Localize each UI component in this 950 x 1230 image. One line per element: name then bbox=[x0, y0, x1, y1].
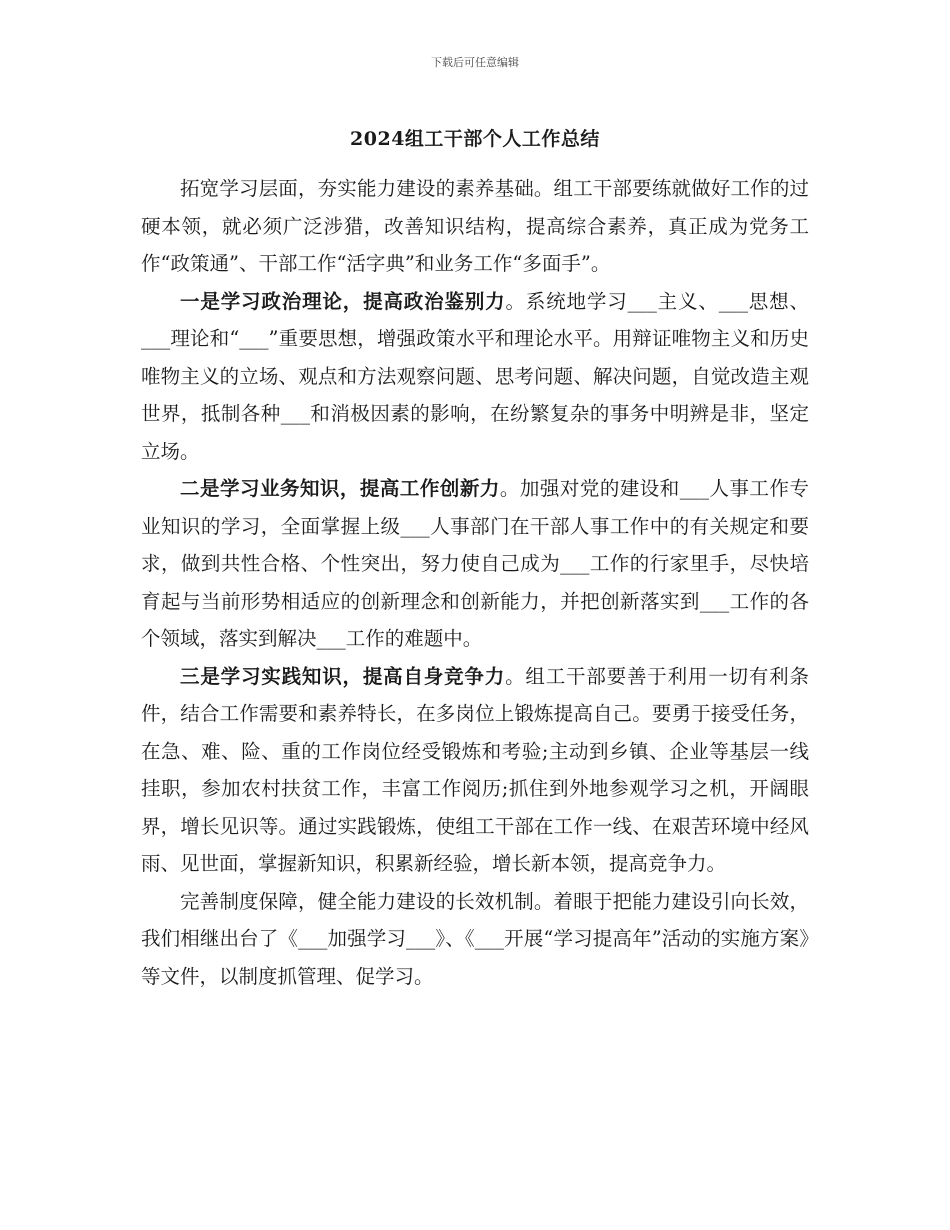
paragraph-3 bbox=[141, 470, 809, 658]
paragraph-1-text: 拓宽学习层面，夯实能力建设的素养基础。组工干部要练就做好工作的过硬本领，就必须广泛涉猎，改善知识结构，提高综合素养，真正成为党务工作“政策通”、干部工作“活字典”和业务工作“多面手”。 bbox=[141, 177, 809, 275]
paragraph-1 bbox=[141, 170, 809, 283]
paragraph-4-text: 。组工干部要善于利用一切有利条件，结合工作需要和素养特长，在多岗位上锻炼提高自己。要勇于接受任务，在急、难、险、重的工作岗位经受锻炼和考验;主动到乡镇、企业等基层一线挂职，参加农村扶贫工作，丰富工作阅历;抓住到外地参观学习之机，开阔眼界，增长见识等。通过实践锻炼，使组工干部在工作一线、在艰苦环境中经风雨、见世面，掌握新知识，积累新经验，增长新本领，提高竞争力。 bbox=[141, 664, 809, 875]
header-note: 下载后可任意编辑 bbox=[431, 56, 519, 69]
document-body bbox=[141, 170, 809, 995]
paragraph-2-text: 。系统地学习___主义、___思想、___理论和“___”重要思想，增强政策水平和理论水平。用辩证唯物主义和历史唯物主义的立场、观点和方法观察问题、思考问题、解决问题，自觉改造主观世界，抵制各种___和消极因素的影响，在纷繁复杂的事务中明辨是非，坚定立场。 bbox=[141, 289, 809, 463]
paragraph-3-text: 。加强对党的建设和___人事工作专业知识的学习，全面掌握上级___人事部门在干部人事工作中的有关规定和要求，做到共性合格、个性突出，努力使自己成为___工作的行家里手，尽快培育起与当前形势相适应的创新理念和创新能力，并把创新落实到___工作的各个领域，落实到解决___工作的难题中。 bbox=[141, 477, 809, 650]
paragraph-2-lead: 一是学习政治理论，提高政治鉴别力 bbox=[180, 289, 506, 313]
paragraph-3-lead: 二是学习业务知识，提高工作创新力 bbox=[180, 477, 500, 500]
paragraph-4 bbox=[141, 658, 809, 883]
paragraph-2 bbox=[141, 283, 809, 471]
document-title: 2024组工干部个人工作总结 bbox=[350, 128, 600, 150]
paragraph-4-lead: 三是学习实践知识，提高自身竞争力 bbox=[180, 664, 506, 688]
paragraph-5-text: 完善制度保障，健全能力建设的长效机制。着眼于把能力建设引向长效，我们相继出台了《___加强学习___》、《___开展“学习提高年”活动的实施方案》等文件，以制度抓管理、促学习。 bbox=[141, 889, 809, 988]
paragraph-5 bbox=[141, 883, 809, 996]
